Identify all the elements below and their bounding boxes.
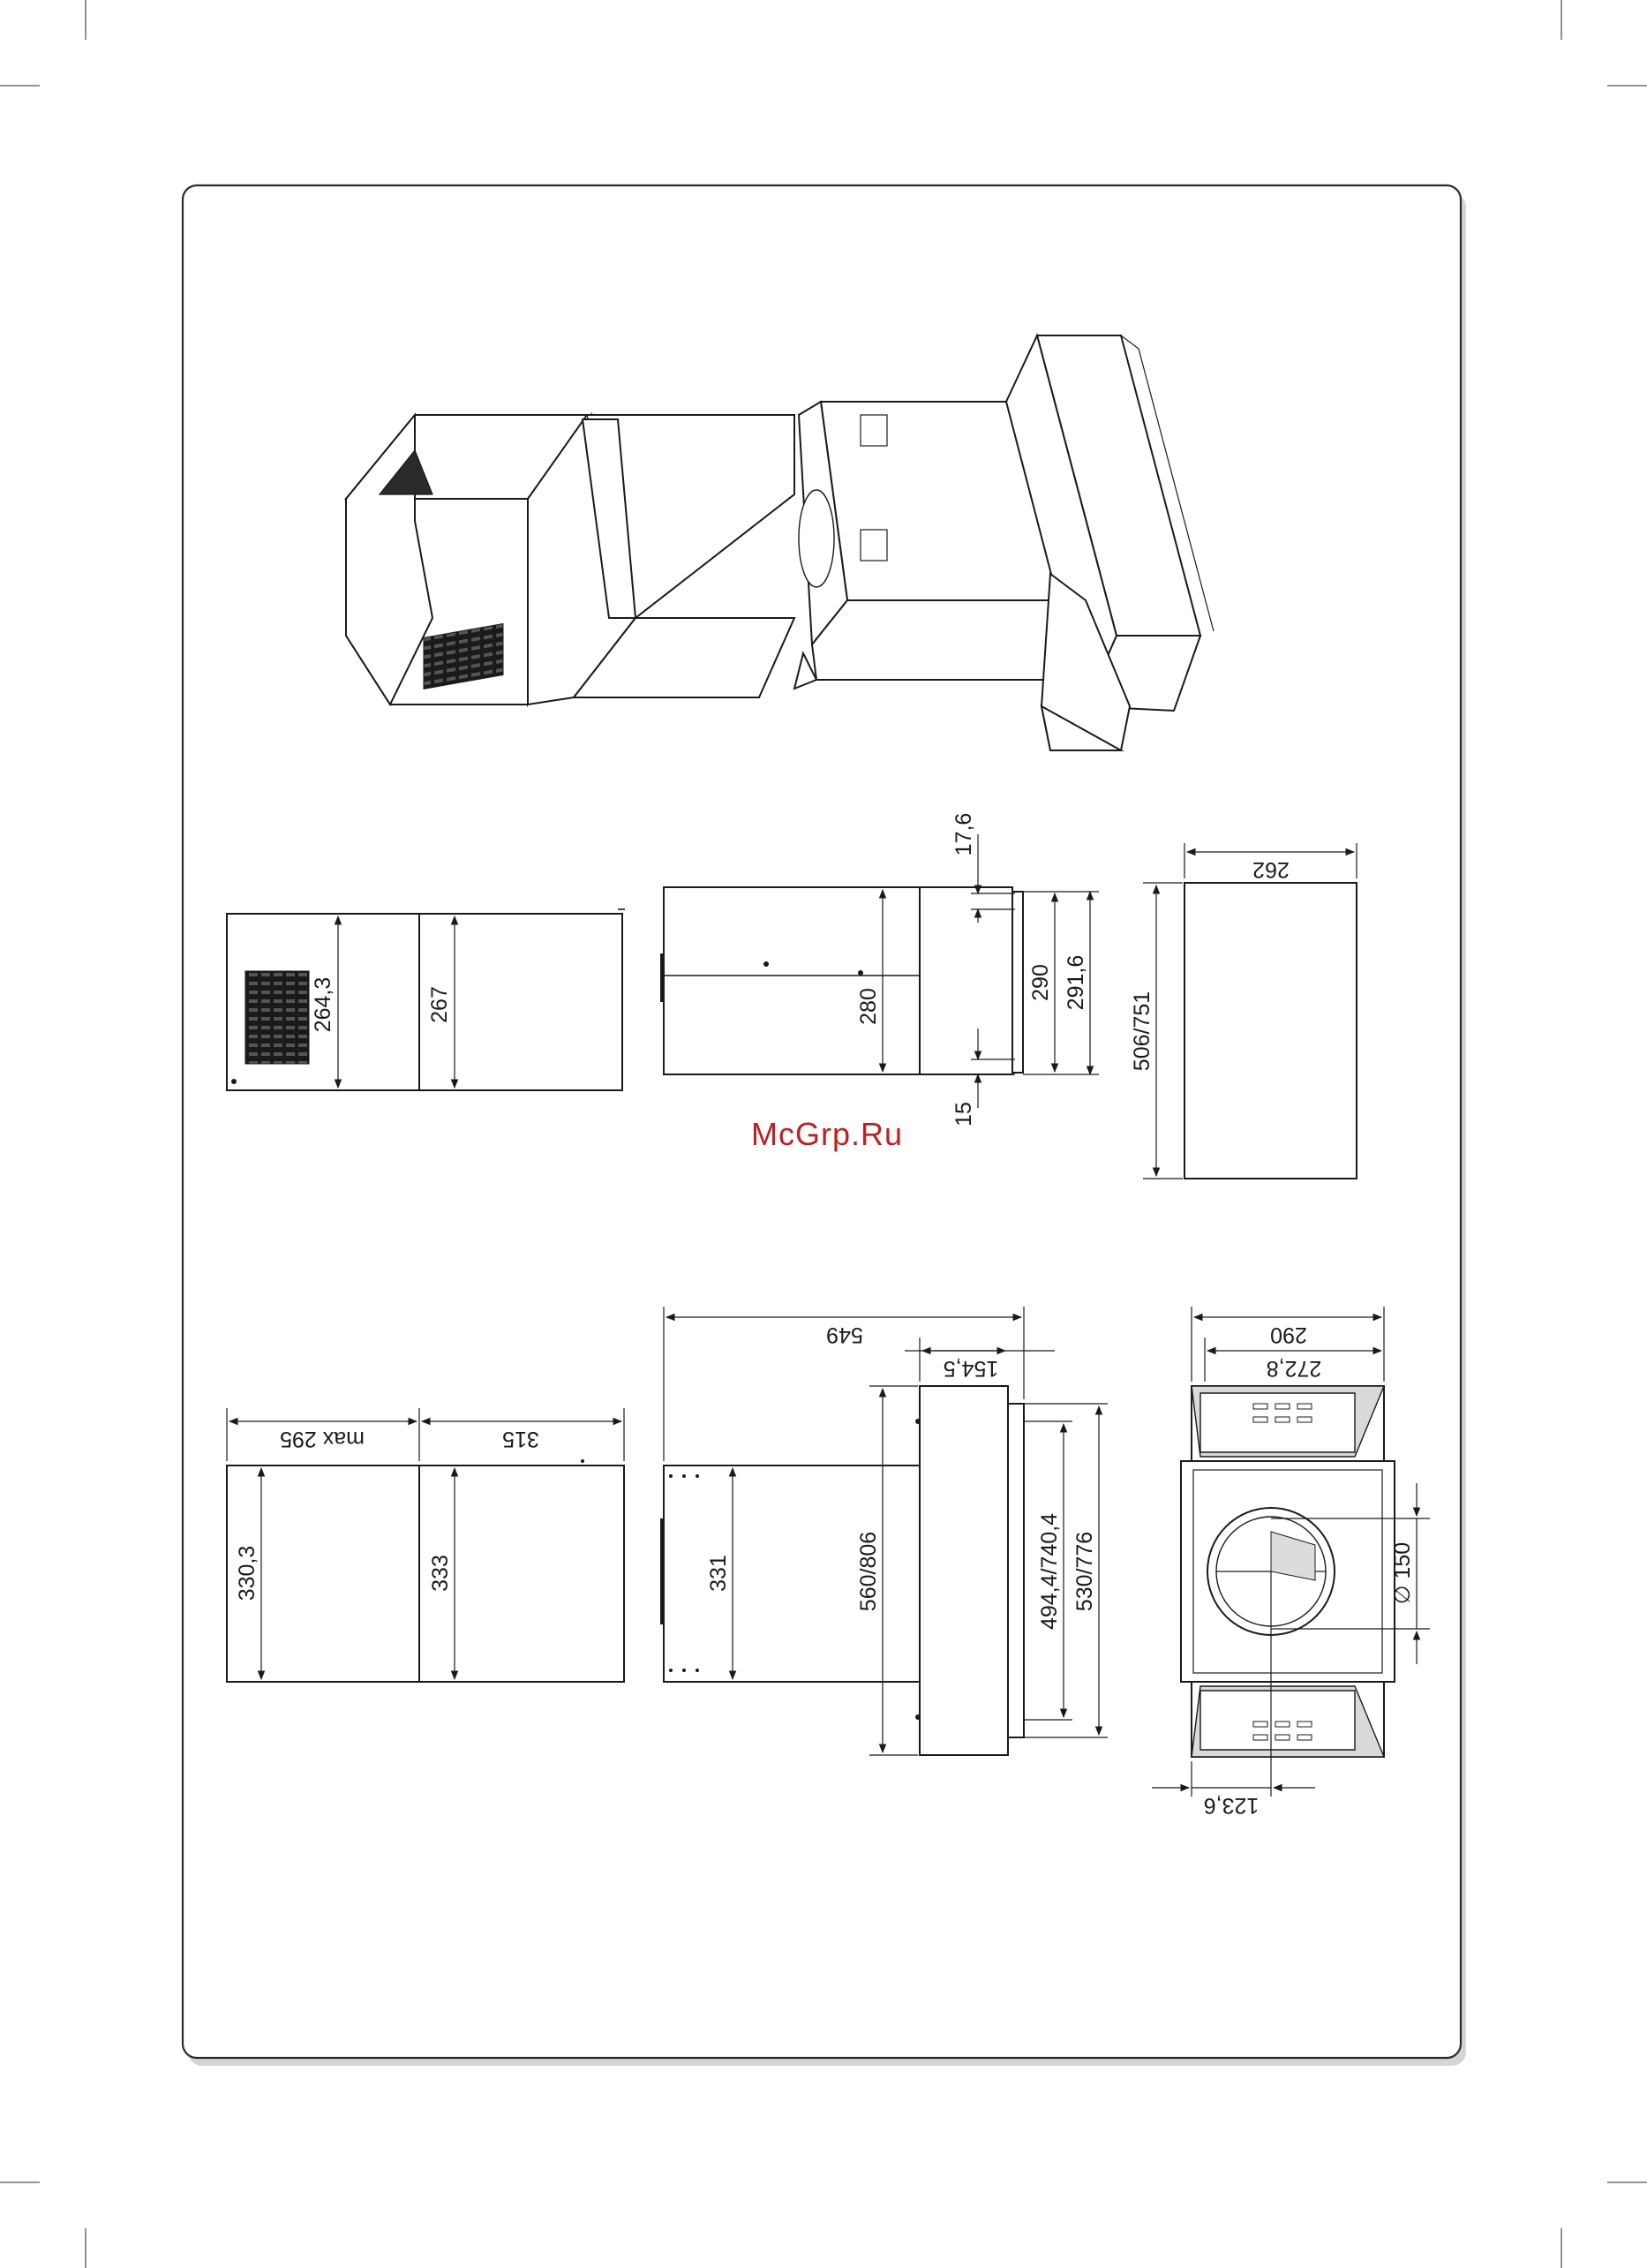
front-top-dim-c: 290 — [1028, 964, 1053, 1001]
front-top-dim-a: 17,6 — [951, 812, 976, 856]
front-bottom-dim-a: 549 — [826, 1322, 863, 1347]
plan-bottom-dim-c: ∅ 150 — [1390, 1541, 1415, 1605]
side-view-top — [227, 909, 625, 1090]
side-top-dim-b: 267 — [427, 986, 452, 1023]
front-top-dim-e: 15 — [951, 1102, 976, 1126]
front-bottom-dim-d: 560/806 — [856, 1531, 881, 1612]
side-top-dim-a: 264,3 — [311, 976, 335, 1033]
front-top-dim-b: 280 — [856, 988, 881, 1025]
side-bottom-dim-c: 330,3 — [235, 1545, 259, 1601]
front-top-dim-d: 291,6 — [1064, 954, 1088, 1011]
plan-bottom-dim-a: 290 — [1270, 1322, 1307, 1347]
panel-top-dim-h: 506/751 — [1130, 991, 1154, 1072]
front-bottom-dim-b: 154,5 — [943, 1356, 999, 1381]
watermark: McGrp.Ru — [750, 1116, 904, 1152]
front-bottom-dim-e: 494,4/740,4 — [1037, 1512, 1062, 1631]
panel-top-dim-w: 262 — [1252, 857, 1290, 882]
plan-bottom-dim-d: 123,6 — [1203, 1793, 1260, 1818]
front-bottom-dim-c: 331 — [706, 1555, 731, 1592]
plan-bottom-dim-b: 272,8 — [1266, 1356, 1322, 1381]
side-bottom-dim-b: 315 — [502, 1427, 539, 1451]
front-bottom-dim-f: 530/776 — [1072, 1531, 1097, 1612]
side-bottom-dim-a: max 295 — [280, 1427, 365, 1451]
side-bottom-dim-d: 333 — [428, 1555, 453, 1592]
